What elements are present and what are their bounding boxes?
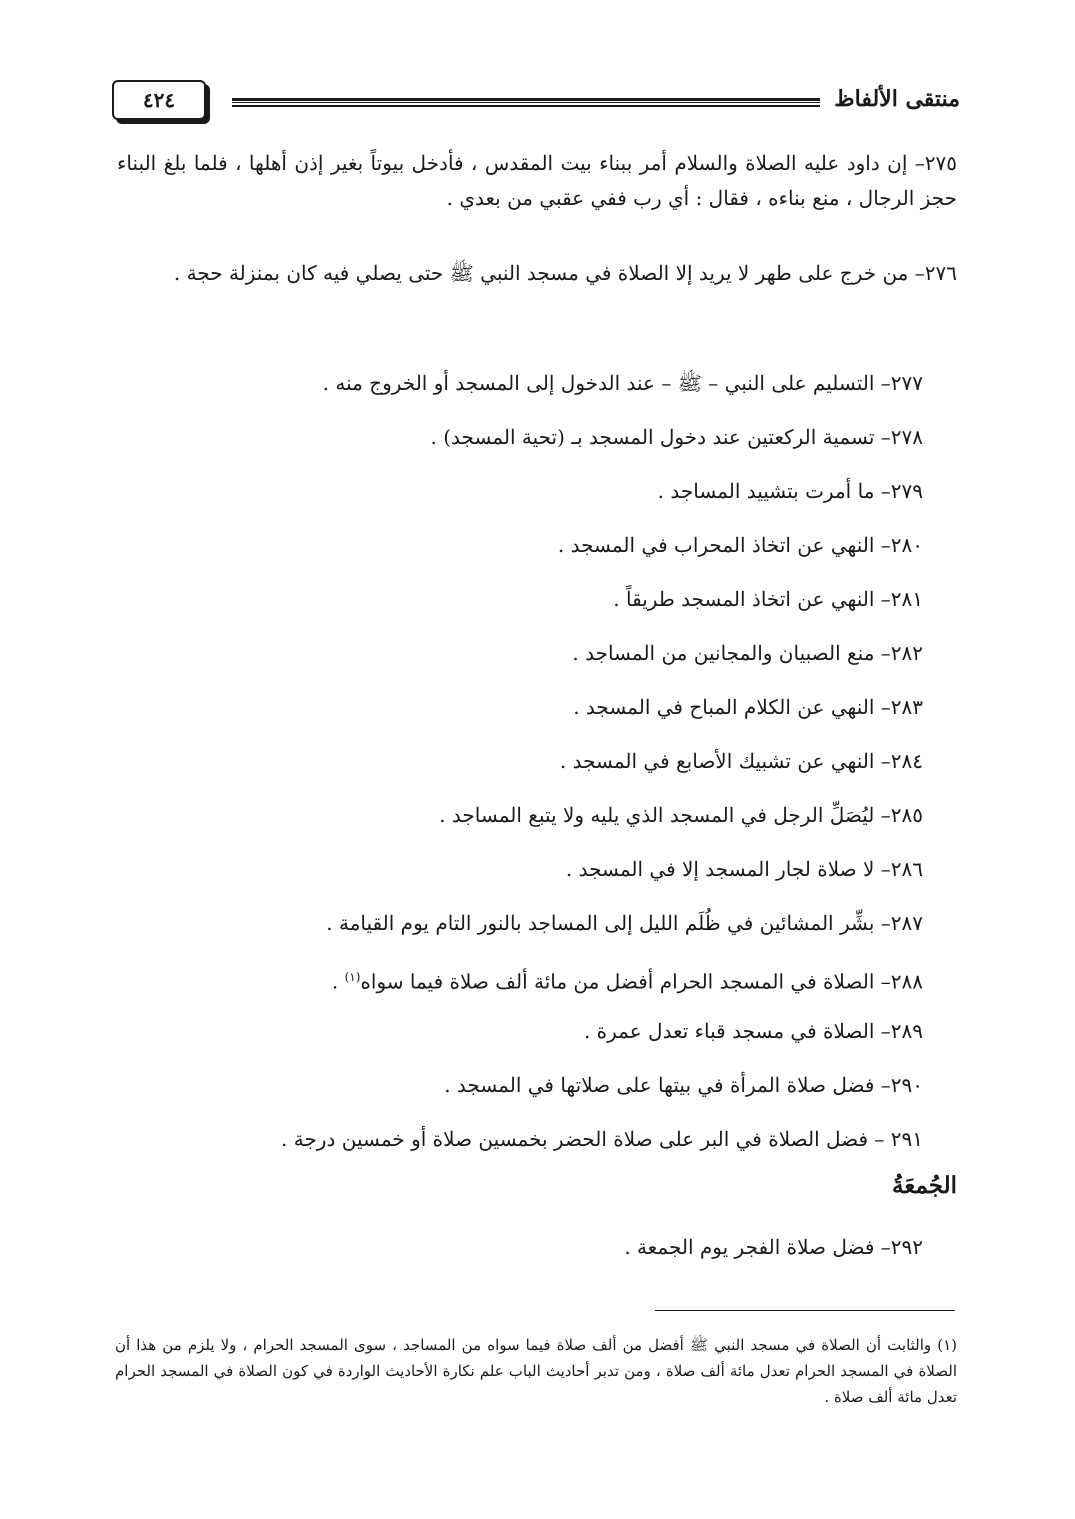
list-item-284: ٢٨٤– النهي عن تشبيك الأصابع في المسجد . — [559, 749, 923, 773]
list-item-289: ٢٨٩– الصلاة في مسجد قباء تعدل عمرة . — [583, 1019, 923, 1043]
page-number: ٤٢٤ — [112, 80, 206, 120]
list-item-285: ٢٨٥– ليُصَلِّ الرجل في المسجد الذي يليه ولا يتبع المساجد . — [439, 803, 923, 827]
list-item-291: ٢٩١ – فضل الصلاة في البر على صلاة الحضر بخمسين صلاة أو خمسين درجة . — [281, 1127, 923, 1151]
list-item-280: ٢٨٠– النهي عن اتخاذ المحراب في المسجد . — [557, 533, 923, 557]
paragraph-275: ٢٧٥– إن داود عليه الصلاة والسلام أمر ببناء بيت المقدس ، فأدخل بيوتاً بغير إذن أهلها ، فلما بلغ البناء حجز الرجال ، منع بناءه ، فقال : أي رب ففي عقبي من بعدي . — [117, 151, 957, 210]
list-item-286: ٢٨٦– لا صلاة لجار المسجد إلا في المسجد . — [565, 857, 923, 881]
list-item-281: ٢٨١– النهي عن اتخاذ المسجد طريقاً . — [613, 587, 923, 611]
item-288-text: ٢٨٨– الصلاة في المسجد الحرام أفضل من مائة ألف صلاة فيما سواه — [360, 969, 923, 994]
list-item-290: ٢٩٠– فضل صلاة المرأة في بيتها على صلاتها في المسجد . — [444, 1073, 923, 1097]
footnote-ref[interactable]: (١) — [344, 970, 361, 984]
item-288-tail: . — [331, 969, 345, 994]
book-title: منتقى الألفاظ — [834, 86, 960, 112]
section-heading: الجُمعَةُ — [892, 1172, 957, 1199]
list-item-283: ٢٨٣– النهي عن الكلام المباح في المسجد . — [573, 695, 923, 719]
list-item-278: ٢٧٨– تسمية الركعتين عند دخول المسجد بـ (تحية المسجد) . — [430, 425, 923, 449]
header-rule — [232, 98, 820, 107]
footnote-rule — [655, 1310, 955, 1311]
list-item-292: ٢٩٢– فضل صلاة الفجر يوم الجمعة . — [624, 1235, 923, 1259]
paragraph-276: ٢٧٦– من خرج على طهر لا يريد إلا الصلاة في مسجد النبي ﷺ حتى يصلي فيه كان بمنزلة حجة . — [173, 261, 957, 285]
list-item-279: ٢٧٩– ما أمرت بتشييد المساجد . — [657, 479, 923, 503]
list-item-277: ٢٧٧– التسليم على النبي – ﷺ – عند الدخول إلى المسجد أو الخروج منه . — [322, 371, 923, 395]
footnote: (١) والثابت أن الصلاة في مسجد النبي ﷺ أفضل من ألف صلاة فيما سواه من المساجد ، سوى المسجد الحرام ، ولا يلزم من هذا أن الصلاة في المسجد الحرام تعدل مائة ألف صلاة ، ومن تدبر أحاديث الباب علم نكارة الأحاديث الواردة في كون الصلاة في المسجد الحرام تعدل مائة ألف صلاة . — [115, 1336, 957, 1406]
list-item-287: ٢٨٧– بشِّر المشائين في ظُلَم الليل إلى المساجد بالنور التام يوم القيامة . — [326, 911, 923, 935]
list-item-282: ٢٨٢– منع الصبيان والمجانين من المساجد . — [572, 641, 923, 665]
list-item-288 — [103, 960, 923, 999]
page-header — [112, 80, 960, 126]
